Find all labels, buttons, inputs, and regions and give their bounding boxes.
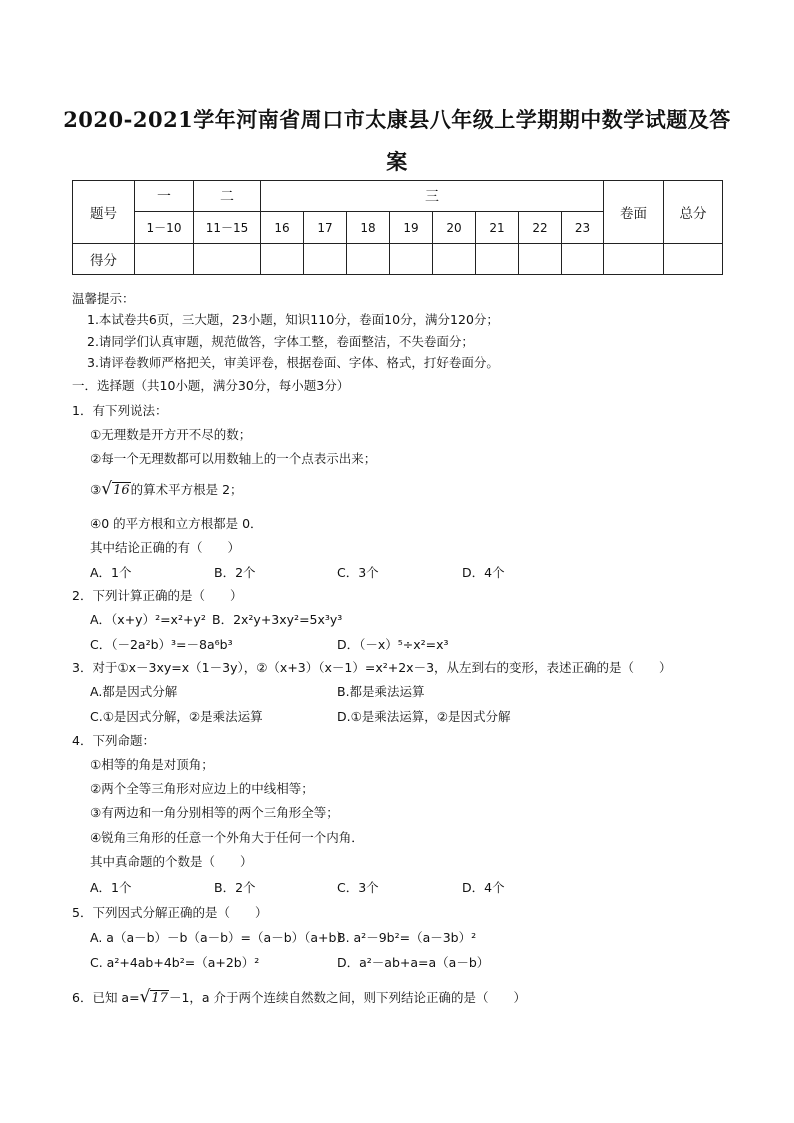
q5-option-d[interactable]: D．a²－ab+a=a（a－b） <box>337 955 490 970</box>
score-cell[interactable] <box>347 244 390 275</box>
range-1-10: 1－10 <box>135 212 194 244</box>
score-cell[interactable] <box>433 244 476 275</box>
q2-option-d[interactable]: D．（－x）⁵÷x²=x³ <box>337 637 449 652</box>
q4-statement-4: ④锐角三角形的任意一个外角大于任何一个内角． <box>90 830 364 845</box>
sqrt-symbol: √16 <box>101 479 130 499</box>
q4-statement-3: ③有两边和一角分别相等的两个三角形全等； <box>90 805 339 820</box>
q3-stem: 3．对于①x－3xy=x（1－3y），②（x+3）（x－1）=x²+2x－3，从左到右的变形，表述正确的是（ ） <box>72 660 672 675</box>
question-18: 18 <box>347 212 390 244</box>
q1-statement-3-rest: 的算术平方根是 2； <box>130 482 243 497</box>
page-title: 2020-2021学年河南省周口市太康县八年级上学期期中数学试题及答 <box>63 107 731 132</box>
q4-option-d[interactable]: D．4个 <box>462 880 505 895</box>
q1-statement-3 <box>90 479 243 499</box>
q1-option-d[interactable]: D．4个 <box>462 565 505 580</box>
q5-option-a[interactable]: A. a（a－b）－b（a－b）=（a－b）（a+b） <box>90 930 349 945</box>
score-cell[interactable] <box>604 244 664 275</box>
score-cell[interactable] <box>261 244 304 275</box>
q1-statement-2: ②每一个无理数都可以用数轴上的一个点表示出来； <box>90 451 377 466</box>
score-cell[interactable] <box>664 244 723 275</box>
q1-statement-4: ④0 的平方根和立方根都是 0． <box>90 516 263 531</box>
tip-2: 2.请同学们认真审题，规范做答，字体工整，卷面整洁，不失卷面分； <box>87 334 474 349</box>
q1-stem: 1．有下列说法： <box>72 403 168 418</box>
sqrt-symbol: √17 <box>139 987 168 1007</box>
q5-option-c[interactable]: C. a²+4ab+4b²=（a+2b）² <box>90 955 260 970</box>
score-cell[interactable] <box>476 244 519 275</box>
question-16: 16 <box>261 212 304 244</box>
q3-option-c[interactable]: C.①是因式分解，②是乘法运算 <box>90 709 263 724</box>
q6-stem-rest: －1，a 介于两个连续自然数之间，则下列结论正确的是（ ） <box>168 990 527 1005</box>
tip-3: 3.请评卷教师严格把关，审美评卷，根据卷面、字体、格式，打好卷面分。 <box>87 355 499 370</box>
q4-option-a[interactable]: A．1个 <box>90 880 132 895</box>
score-cell[interactable] <box>304 244 347 275</box>
q1-statement-3-marker: ③ <box>90 482 102 497</box>
q5-option-b[interactable]: B. a²－9b²=（a－3b）² <box>337 930 477 945</box>
question-17: 17 <box>304 212 347 244</box>
label-tihao: 题号 <box>73 181 135 244</box>
label-defen: 得分 <box>73 244 135 275</box>
section-1-header: 一 <box>135 181 194 212</box>
score-cell[interactable] <box>135 244 194 275</box>
q1-statement-1: ①无理数是开方开不尽的数； <box>90 427 252 442</box>
question-19: 19 <box>390 212 433 244</box>
page-title-continued: 案 <box>386 149 408 174</box>
q4-option-c[interactable]: C．3个 <box>337 880 379 895</box>
question-22: 22 <box>519 212 562 244</box>
q6-stem-start: 6．已知 a= <box>72 990 140 1005</box>
section-3-header: 三 <box>261 181 604 212</box>
q4-stem: 4．下列命题： <box>72 733 155 748</box>
question-21: 21 <box>476 212 519 244</box>
q1-option-a[interactable]: A．1个 <box>90 565 132 580</box>
section-1-heading: 一．选择题（共10小题，满分30分，每小题3分） <box>72 378 350 393</box>
q4-statement-1: ①相等的角是对顶角； <box>90 757 214 772</box>
q2-option-a[interactable]: A．（x+y）²=x²+y² <box>90 612 206 627</box>
q6-radicand: 17 <box>151 991 168 1006</box>
q4-statement-2: ②两个全等三角形对应边上的中线相等； <box>90 781 314 796</box>
label-juanmian: 卷面 <box>604 181 664 244</box>
q2-option-b[interactable]: B．2x²y+3xy²=5x³y³ <box>212 612 343 627</box>
q3-option-a[interactable]: A.都是因式分解 <box>90 684 178 699</box>
score-table <box>72 180 723 275</box>
q1-radicand: 16 <box>113 483 130 498</box>
range-11-15: 11－15 <box>194 212 261 244</box>
q3-option-b[interactable]: B.都是乘法运算 <box>337 684 425 699</box>
score-cell[interactable] <box>194 244 261 275</box>
tips-heading: 温馨提示： <box>72 291 135 306</box>
q1-option-b[interactable]: B．2个 <box>214 565 256 580</box>
q1-option-c[interactable]: C．3个 <box>337 565 379 580</box>
q2-stem: 2．下列计算正确的是（ ） <box>72 588 243 603</box>
question-23: 23 <box>562 212 604 244</box>
q4-option-b[interactable]: B．2个 <box>214 880 256 895</box>
q3-option-d[interactable]: D.①是乘法运算，②是因式分解 <box>337 709 511 724</box>
q2-option-c[interactable]: C．（－2a²b）³=－8a⁶b³ <box>90 637 233 652</box>
score-cell[interactable] <box>390 244 433 275</box>
section-2-header: 二 <box>194 181 261 212</box>
q1-question: 其中结论正确的有（ ） <box>90 540 241 555</box>
q6-stem <box>72 987 526 1007</box>
label-zongfen: 总分 <box>664 181 723 244</box>
q4-question: 其中真命题的个数是（ ） <box>90 854 253 869</box>
q5-stem: 5．下列因式分解正确的是（ ） <box>72 905 268 920</box>
question-20: 20 <box>433 212 476 244</box>
score-cell[interactable] <box>562 244 604 275</box>
score-cell[interactable] <box>519 244 562 275</box>
tip-1: 1.本试卷共6页，三大题，23小题，知识110分，卷面10分，满分120分； <box>87 312 499 327</box>
